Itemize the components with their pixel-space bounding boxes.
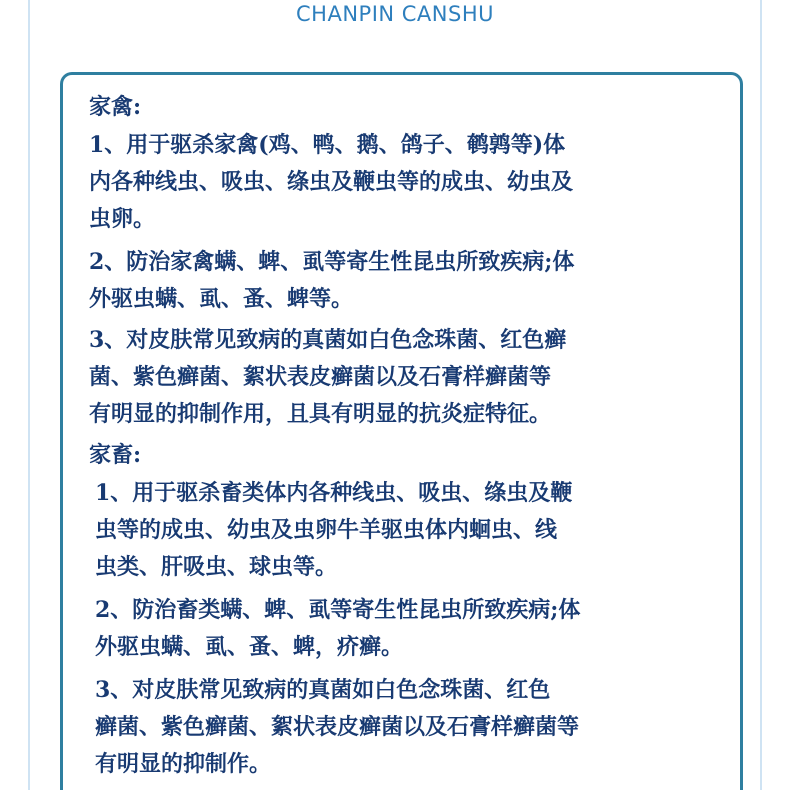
poultry-item-3-line-2: 菌、紫色癣菌、絮状表皮癣菌以及石膏样癣菌等: [89, 364, 552, 390]
livestock-item-3-line-2: 癣菌、紫色癣菌、絮状表皮癣菌以及石膏样癣菌等: [95, 714, 580, 740]
livestock-item-2-line-1: 2、防治畜类螨、蜱、虱等寄生性昆虫所致疾病;体: [95, 597, 581, 623]
header-title: CHANPIN CANSHU: [296, 2, 494, 26]
livestock-item-2-line-2: 外驱虫螨、虱、蚤、蜱，疥癣。: [95, 634, 404, 660]
livestock-item-1-line-2: 虫等的成虫、幼虫及虫卵牛羊驱虫体内蛔虫、线: [95, 517, 558, 543]
poultry-item-2: [89, 244, 739, 318]
text-block: [89, 89, 739, 783]
poultry-item-1-line-2: 内各种线虫、吸虫、绦虫及鞭虫等的成虫、幼虫及: [89, 169, 574, 195]
livestock-heading: 家畜:: [89, 442, 142, 468]
poultry-item-1-line-1: 1、用于驱杀家禽(鸡、鸭、鹅、鸽子、鹌鹑等)体: [89, 132, 566, 158]
livestock-item-1: [89, 475, 739, 586]
poultry-item-2-line-2: 外驱虫螨、虱、蚤、蜱等。: [89, 286, 354, 312]
poultry-heading: 家禽:: [89, 94, 142, 120]
poultry-item-3: [89, 322, 739, 433]
livestock-item-1-line-3: 虫类、肝吸虫、球虫等。: [95, 554, 338, 580]
livestock-item-2: [89, 592, 739, 666]
content-box: [60, 72, 743, 790]
poultry-item-1: [89, 127, 739, 238]
livestock-item-1-line-1: 1、用于驱杀畜类体内各种线虫、吸虫、绦虫及鞭: [95, 480, 573, 506]
poultry-item-1-line-3: 虫卵。: [89, 206, 156, 232]
livestock-item-3-line-1: 3、对皮肤常见致病的真菌如白色念珠菌、红色: [95, 677, 551, 703]
poultry-item-3-line-3: 有明显的抑制作用，且具有明显的抗炎症特征。: [89, 401, 552, 427]
livestock-item-3: [89, 672, 739, 783]
poultry-item-2-line-1: 2、防治家禽螨、蜱、虱等寄生性昆虫所致疾病;体: [89, 249, 575, 275]
poultry-item-3-line-1: 3、对皮肤常见致病的真菌如白色念珠菌、红色癣: [89, 327, 567, 353]
livestock-item-3-line-3: 有明显的抑制作。: [95, 751, 272, 777]
